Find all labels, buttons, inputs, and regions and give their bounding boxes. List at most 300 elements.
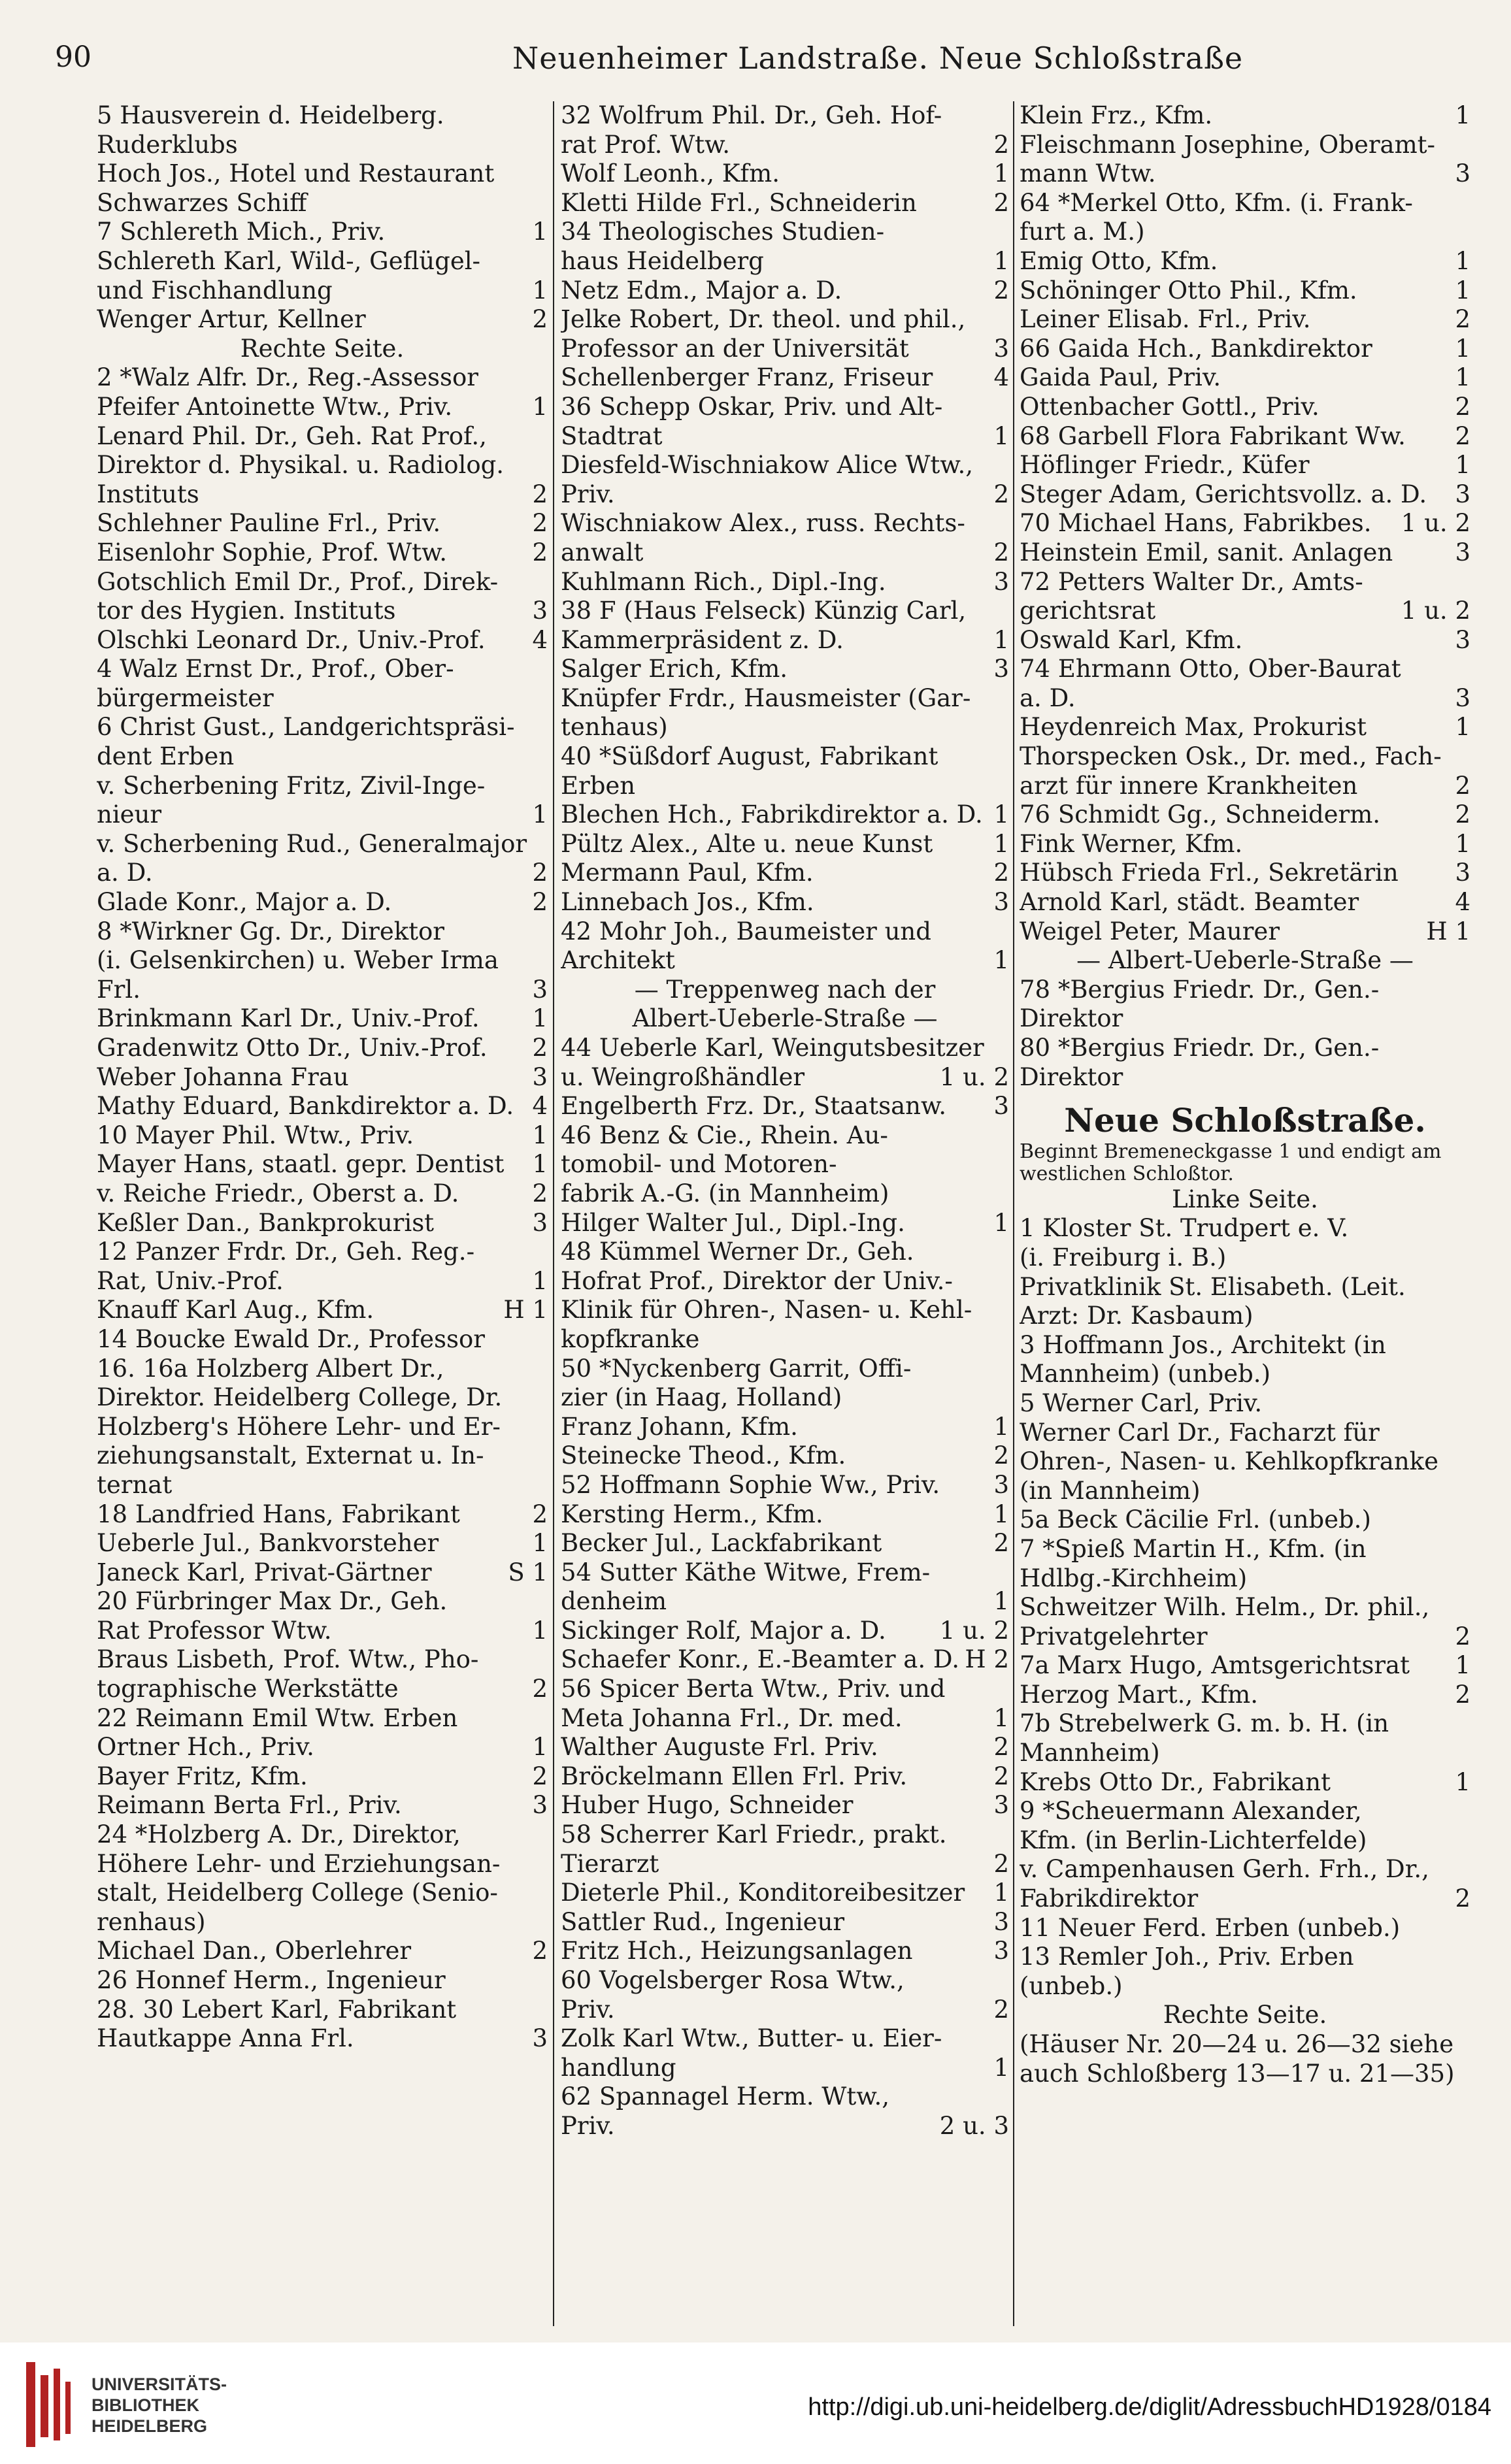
directory-line bbox=[97, 189, 548, 218]
entry-text: ziehungsanstalt, Externat u. In- bbox=[97, 1441, 484, 1470]
entry-text: Dieterle Phil., Konditoreibesitzer bbox=[561, 1879, 965, 1907]
floor-number: 2 bbox=[1455, 1622, 1470, 1651]
entry-text: Direktor bbox=[1020, 1004, 1123, 1033]
directory-line bbox=[561, 1209, 1009, 1238]
floor-number: 1 bbox=[993, 246, 1009, 275]
source-url-link[interactable]: http://digi.ub.uni-heidelberg.de/diglit/AdressbuchHD1928/0184 bbox=[808, 2393, 1491, 2421]
entry-text: (i. Freiburg i. B.) bbox=[1020, 1243, 1227, 1272]
entry-text: Hilger Walter Jul., Dipl.-Ing. bbox=[561, 1208, 905, 1237]
entry-text: 72 Petters Walter Dr., Amts- bbox=[1020, 567, 1363, 596]
directory-line bbox=[561, 597, 1009, 626]
library-name-line: UNIVERSITÄTS- bbox=[91, 2374, 227, 2394]
directory-line bbox=[1020, 1447, 1470, 1477]
floor-number: 1 bbox=[1455, 363, 1470, 392]
floor-number: 3 bbox=[993, 888, 1009, 917]
directory-line bbox=[561, 1587, 1009, 1617]
directory-line bbox=[97, 1238, 548, 1267]
floor-number: 1 bbox=[993, 421, 1009, 450]
directory-line bbox=[1020, 1505, 1470, 1535]
directory-line bbox=[561, 1413, 1009, 1442]
entry-text: haus Heidelberg bbox=[561, 246, 764, 275]
floor-number: 3 bbox=[1455, 683, 1470, 712]
floor-number: 3 bbox=[993, 1907, 1009, 1936]
directory-line bbox=[97, 480, 548, 510]
directory-line bbox=[97, 101, 548, 131]
entry-text: Schlehner Pauline Frl., Priv. bbox=[97, 509, 441, 538]
entry-text: Gradenwitz Otto Dr., Univ.-Prof. bbox=[97, 1034, 488, 1062]
entry-text: 68 Garbell Flora Fabrikant Ww. bbox=[1020, 421, 1406, 450]
entry-text: Hdlbg.-Kirchheim) bbox=[1020, 1564, 1248, 1592]
entry-text: 58 Scherrer Karl Friedr., prakt. bbox=[561, 1820, 947, 1849]
directory-line bbox=[561, 1238, 1009, 1267]
entry-text: renhaus) bbox=[97, 1907, 206, 1936]
floor-number: 3 bbox=[532, 1208, 548, 1237]
directory-line bbox=[1020, 1943, 1470, 1972]
directory-line bbox=[561, 189, 1009, 218]
entry-text: Knauff Karl Aug., Kfm. bbox=[97, 1296, 374, 1324]
floor-number: 3 bbox=[1455, 480, 1470, 508]
entry-text: Fink Werner, Kfm. bbox=[1020, 829, 1243, 858]
directory-line bbox=[1020, 131, 1470, 160]
directory-line bbox=[1020, 742, 1470, 772]
entry-text: Stadtrat bbox=[561, 421, 663, 450]
entry-text: Mermann Paul, Kfm. bbox=[561, 859, 814, 887]
directory-line bbox=[97, 568, 548, 597]
floor-number: 3 bbox=[993, 334, 1009, 363]
entry-text: Heydenreich Max, Prokurist bbox=[1020, 713, 1367, 742]
directory-line bbox=[97, 1034, 548, 1063]
floor-number: 1 bbox=[532, 1150, 548, 1179]
entry-text: Arnold Karl, städt. Beamter bbox=[1020, 888, 1359, 917]
floor-number: 1 bbox=[1455, 713, 1470, 742]
floor-number: 1 bbox=[993, 625, 1009, 654]
entry-text: Michael Dan., Oberlehrer bbox=[97, 1937, 412, 1965]
entry-text: Gaida Paul, Priv. bbox=[1020, 363, 1221, 392]
entry-text: Linnebach Jos., Kfm. bbox=[561, 888, 814, 917]
entry-text: tenhaus) bbox=[561, 713, 668, 742]
directory-line bbox=[97, 1267, 548, 1296]
floor-number: 1 bbox=[993, 2053, 1009, 2082]
directory-line bbox=[561, 305, 1009, 335]
directory-line bbox=[1020, 684, 1470, 714]
directory-line bbox=[97, 1587, 548, 1617]
directory-line bbox=[97, 1471, 548, 1500]
directory-line bbox=[97, 218, 548, 247]
entry-text: Kletti Hilde Frl., Schneiderin bbox=[561, 188, 917, 217]
floor-number: 2 bbox=[993, 538, 1009, 567]
entry-text: 8 *Wirkner Gg. Dr., Direktor bbox=[97, 917, 444, 945]
directory-line bbox=[97, 1733, 548, 1762]
entry-text: Reimann Berta Frl., Priv. bbox=[97, 1791, 402, 1820]
entry-text: 4 Walz Ernst Dr., Prof., Ober- bbox=[97, 655, 454, 683]
section-heading bbox=[561, 1004, 1009, 1034]
entry-text: arzt für innere Krankheiten bbox=[1020, 771, 1358, 800]
entry-text: 2 *Walz Alfr. Dr., Reg.-Assessor bbox=[97, 363, 478, 392]
entry-text: Ortner Hch., Priv. bbox=[97, 1733, 314, 1762]
section-heading bbox=[1020, 946, 1470, 976]
entry-text: v. Scherbening Rud., Generalmajor bbox=[97, 829, 527, 858]
directory-line bbox=[561, 1675, 1009, 1704]
directory-line bbox=[561, 1937, 1009, 1966]
floor-number: 1 bbox=[993, 800, 1009, 829]
directory-line bbox=[1020, 713, 1470, 742]
directory-line bbox=[1020, 1564, 1470, 1594]
library-logo-icon bbox=[26, 2362, 78, 2447]
entry-text: Höhere Lehr- und Erziehungsan- bbox=[97, 1849, 501, 1878]
section-heading bbox=[1020, 2001, 1470, 2030]
directory-line bbox=[97, 655, 548, 684]
entry-text: Weber Johanna Frau bbox=[97, 1062, 349, 1091]
floor-number: 3 bbox=[532, 975, 548, 1004]
floor-number: 2 bbox=[532, 480, 548, 508]
floor-number: 1 bbox=[1455, 829, 1470, 858]
floor-number: 2 bbox=[532, 1500, 548, 1528]
directory-line bbox=[97, 859, 548, 888]
directory-line bbox=[97, 684, 548, 714]
floor-number: 2 bbox=[993, 276, 1009, 304]
entry-text: Mannheim) bbox=[1020, 1739, 1160, 1767]
floor-number: 1 bbox=[1455, 1767, 1470, 1796]
entry-text: — Albert-Ueberle-Straße — bbox=[1076, 946, 1414, 975]
entry-text: Tierarzt bbox=[561, 1849, 659, 1878]
entry-text: dent Erben bbox=[97, 742, 235, 771]
directory-line bbox=[1020, 597, 1470, 626]
directory-line bbox=[561, 1762, 1009, 1792]
entry-text: 10 Mayer Phil. Wtw., Priv. bbox=[97, 1121, 414, 1149]
entry-text: 12 Panzer Frdr. Dr., Geh. Reg.- bbox=[97, 1238, 475, 1266]
directory-line bbox=[561, 393, 1009, 422]
floor-number: 2 bbox=[1455, 800, 1470, 829]
directory-line bbox=[561, 1500, 1009, 1530]
directory-line bbox=[97, 1762, 548, 1792]
directory-line bbox=[1020, 1214, 1470, 1243]
floor-number: 1 bbox=[993, 159, 1009, 188]
directory-line bbox=[97, 1996, 548, 2025]
entry-text: Blechen Hch., Fabrikdirektor a. D. bbox=[561, 800, 983, 829]
floor-number: H 2 bbox=[965, 1645, 1009, 1674]
floor-number: 2 bbox=[532, 1762, 548, 1790]
entry-text: nieur bbox=[97, 800, 162, 829]
entry-text: 42 Mohr Joh., Baumeister und bbox=[561, 917, 931, 945]
directory-line bbox=[97, 538, 548, 568]
directory-line bbox=[1020, 1535, 1470, 1564]
entry-text: a. D. bbox=[1020, 683, 1076, 712]
entry-text: Priv. bbox=[561, 2111, 615, 2140]
entry-text: Steinecke Theod., Kfm. bbox=[561, 1441, 846, 1470]
entry-text: Holzberg's Höhere Lehr- und Er- bbox=[97, 1412, 501, 1441]
floor-number: 4 bbox=[1455, 888, 1470, 917]
entry-text: 32 Wolfrum Phil. Dr., Geh. Hof- bbox=[561, 101, 942, 129]
entry-text: furt a. M.) bbox=[1020, 218, 1145, 246]
floor-number: 2 bbox=[532, 305, 548, 334]
entry-text: Hofrat Prof., Direktor der Univ.- bbox=[561, 1266, 953, 1295]
entry-text: Fleischmann Josephine, Oberamt- bbox=[1020, 130, 1436, 159]
entry-text: Linke Seite. bbox=[1172, 1185, 1318, 1213]
floor-number: 1 bbox=[1455, 101, 1470, 129]
entry-text: Rat, Univ.-Prof. bbox=[97, 1266, 284, 1295]
entry-text: 60 Vogelsberger Rosa Wtw., bbox=[561, 1966, 905, 1994]
entry-text: Keßler Dan., Bankprokurist bbox=[97, 1208, 435, 1237]
directory-line bbox=[561, 1908, 1009, 1937]
directory-line bbox=[1020, 1622, 1470, 1652]
floor-number: 3 bbox=[1455, 625, 1470, 654]
entry-text: Klein Frz., Kfm. bbox=[1020, 101, 1213, 129]
entry-text: 7 *Spieß Martin H., Kfm. (in bbox=[1020, 1534, 1367, 1563]
directory-line bbox=[97, 451, 548, 480]
directory-line bbox=[561, 1121, 1009, 1151]
floor-number: 3 bbox=[1455, 538, 1470, 567]
directory-line bbox=[1020, 1243, 1470, 1273]
floor-number: 3 bbox=[993, 1937, 1009, 1965]
floor-number: 3 bbox=[1455, 159, 1470, 188]
floor-number: 3 bbox=[993, 655, 1009, 683]
directory-line bbox=[1020, 1063, 1470, 1092]
entry-text: Meta Johanna Frl., Dr. med. bbox=[561, 1703, 903, 1732]
directory-line bbox=[97, 1004, 548, 1034]
directory-line bbox=[561, 159, 1009, 189]
entry-text: 3 Hoffmann Jos., Architekt (in bbox=[1020, 1330, 1386, 1359]
directory-line bbox=[561, 422, 1009, 452]
entry-text: 1 Kloster St. Trudpert e. V. bbox=[1020, 1214, 1349, 1243]
directory-line bbox=[97, 1355, 548, 1384]
entry-text: Heinstein Emil, sanit. Anlagen bbox=[1020, 538, 1393, 567]
entry-text: Diesfeld-Wischniakow Alice Wtw., bbox=[561, 451, 974, 480]
floor-number: 2 bbox=[532, 1034, 548, 1062]
directory-line bbox=[1020, 888, 1470, 917]
directory-line bbox=[97, 276, 548, 306]
entry-text: Ruderklubs bbox=[97, 130, 238, 159]
directory-line bbox=[97, 1558, 548, 1588]
entry-text: auch Schloßberg 13—17 u. 21—35) bbox=[1020, 2059, 1455, 2088]
directory-line bbox=[97, 800, 548, 830]
entry-text: Pfeifer Antoinette Wtw., Priv. bbox=[97, 392, 453, 421]
entry-text: 66 Gaida Hch., Bankdirektor bbox=[1020, 334, 1372, 363]
directory-line bbox=[97, 1441, 548, 1471]
directory-line bbox=[97, 1879, 548, 1908]
directory-line bbox=[561, 1791, 1009, 1820]
entry-text: Direktor. Heidelberg College, Dr. bbox=[97, 1383, 503, 1412]
floor-number: 1 bbox=[1455, 246, 1470, 275]
entry-text: tographische Werkstätte bbox=[97, 1675, 399, 1703]
floor-number: 2 bbox=[993, 130, 1009, 159]
entry-text: Pültz Alex., Alte u. neue Kunst bbox=[561, 829, 933, 858]
entry-text: Engelberth Frz. Dr., Staatsanw. bbox=[561, 1092, 947, 1121]
directory-line bbox=[97, 305, 548, 335]
floor-number: 1 bbox=[1455, 1651, 1470, 1680]
entry-text: Rechte Seite. bbox=[240, 334, 405, 363]
entry-text: Höflinger Friedr., Küfer bbox=[1020, 451, 1310, 480]
directory-line bbox=[561, 247, 1009, 276]
directory-line bbox=[1020, 1004, 1470, 1034]
entry-text: Hoch Jos., Hotel und Restaurant bbox=[97, 159, 495, 188]
floor-number: 1 bbox=[532, 1004, 548, 1033]
entry-text: ternat bbox=[97, 1470, 173, 1499]
entry-text: Bayer Fritz, Kfm. bbox=[97, 1762, 308, 1790]
entry-text: 7b Strebelwerk G. m. b. H. (in bbox=[1020, 1709, 1389, 1738]
section-heading bbox=[561, 976, 1009, 1005]
column-2 bbox=[561, 101, 1009, 2323]
directory-line bbox=[561, 859, 1009, 888]
directory-line bbox=[97, 742, 548, 772]
directory-line bbox=[561, 1704, 1009, 1733]
directory-line bbox=[1020, 480, 1470, 510]
floor-number: 2 bbox=[532, 1179, 548, 1207]
floor-number: 3 bbox=[993, 1470, 1009, 1499]
entry-text: Privatgelehrter bbox=[1020, 1622, 1208, 1651]
directory-line bbox=[1020, 305, 1470, 335]
entry-text: Frl. bbox=[97, 975, 141, 1004]
floor-number: S 1 bbox=[508, 1558, 548, 1586]
floor-number: 1 bbox=[993, 1412, 1009, 1441]
directory-line bbox=[1020, 1419, 1470, 1448]
directory-line bbox=[97, 917, 548, 947]
directory-line bbox=[1020, 1884, 1470, 1914]
entry-text: westlichen Schloßtor. bbox=[1020, 1162, 1234, 1185]
page-number: 90 bbox=[55, 41, 91, 74]
entry-text: 78 *Bergius Friedr. Dr., Gen.- bbox=[1020, 975, 1380, 1004]
floor-number: 1 bbox=[532, 1266, 548, 1295]
floor-number: 3 bbox=[532, 597, 548, 625]
section-heading bbox=[1020, 1141, 1470, 1163]
entry-text: Ottenbacher Gottl., Priv. bbox=[1020, 392, 1320, 421]
entry-text: Janeck Karl, Privat-Gärtner bbox=[97, 1558, 432, 1586]
directory-line bbox=[561, 451, 1009, 480]
directory-line bbox=[561, 1617, 1009, 1646]
directory-line bbox=[97, 131, 548, 160]
floor-number: H 1 bbox=[503, 1296, 548, 1324]
section-heading bbox=[1020, 1185, 1470, 1215]
directory-line bbox=[1020, 363, 1470, 393]
entry-text: Jelke Robert, Dr. theol. und phil., bbox=[561, 305, 966, 334]
entry-text: Priv. bbox=[561, 1995, 615, 2024]
entry-text: 7a Marx Hugo, Amtsgerichtsrat bbox=[1020, 1651, 1410, 1680]
entry-text: 11 Neuer Ferd. Erben (unbeb.) bbox=[1020, 1913, 1401, 1942]
directory-line bbox=[97, 1383, 548, 1413]
entry-text: 50 *Nyckenberg Garrit, Offi- bbox=[561, 1354, 912, 1383]
entry-text: 26 Honnef Herm., Ingenieur bbox=[97, 1966, 446, 1994]
directory-line bbox=[561, 509, 1009, 538]
directory-line bbox=[561, 363, 1009, 393]
library-name-line: HEIDELBERG bbox=[91, 2416, 208, 2436]
directory-line bbox=[1020, 218, 1470, 247]
directory-line bbox=[1020, 1389, 1470, 1419]
floor-number: 1 bbox=[532, 1616, 548, 1645]
directory-line bbox=[561, 1355, 1009, 1384]
directory-line bbox=[97, 626, 548, 655]
entry-text: Krebs Otto Dr., Fabrikant bbox=[1020, 1767, 1331, 1796]
entry-text: fabrik A.-G. (in Mannheim) bbox=[561, 1179, 889, 1207]
directory-line bbox=[561, 480, 1009, 510]
entry-text: Braus Lisbeth, Prof. Wtw., Pho- bbox=[97, 1645, 479, 1674]
floor-number: 1 u. 2 bbox=[1401, 509, 1470, 538]
directory-line bbox=[1020, 1768, 1470, 1798]
floor-number: 3 bbox=[532, 1791, 548, 1820]
entry-text: Becker Jul., Lackfabrikant bbox=[561, 1529, 882, 1558]
floor-number: 3 bbox=[532, 1062, 548, 1091]
entry-text: u. Weingroßhändler bbox=[561, 1062, 805, 1091]
entry-text: 64 *Merkel Otto, Kfm. (i. Frank- bbox=[1020, 188, 1413, 217]
entry-text: Zolk Karl Wtw., Butter- u. Eier- bbox=[561, 2024, 942, 2053]
directory-line bbox=[561, 1558, 1009, 1588]
directory-line bbox=[561, 1850, 1009, 1879]
directory-line bbox=[97, 1121, 548, 1151]
directory-line bbox=[561, 1996, 1009, 2025]
directory-line bbox=[561, 1063, 1009, 1092]
directory-line bbox=[97, 1617, 548, 1646]
floor-number: 1 bbox=[993, 946, 1009, 975]
directory-line bbox=[1020, 1360, 1470, 1389]
floor-number: 2 bbox=[532, 1937, 548, 1965]
floor-number: 1 bbox=[1455, 276, 1470, 304]
directory-line bbox=[1020, 422, 1470, 452]
entry-text: Netz Edm., Major a. D. bbox=[561, 276, 842, 304]
floor-number: 1 bbox=[532, 1121, 548, 1149]
floor-number: 2 bbox=[993, 859, 1009, 887]
directory-line bbox=[1020, 189, 1470, 218]
entry-text: tor des Hygien. Instituts bbox=[97, 597, 396, 625]
entry-text: 40 *Süßdorf August, Fabrikant bbox=[561, 742, 938, 771]
entry-text: 80 *Bergius Friedr. Dr., Gen.- bbox=[1020, 1034, 1380, 1062]
directory-line bbox=[97, 1937, 548, 1966]
floor-number: 2 bbox=[1455, 1680, 1470, 1709]
directory-line bbox=[1020, 509, 1470, 538]
directory-line bbox=[97, 1645, 548, 1675]
entry-text: (unbeb.) bbox=[1020, 1971, 1123, 2000]
directory-line bbox=[1020, 1331, 1470, 1360]
directory-line bbox=[97, 713, 548, 742]
directory-line bbox=[561, 742, 1009, 772]
directory-line bbox=[561, 1529, 1009, 1558]
entry-text: Kfm. (in Berlin-Lichterfelde) bbox=[1020, 1826, 1367, 1854]
directory-line bbox=[561, 1092, 1009, 1121]
directory-line bbox=[97, 888, 548, 917]
entry-text: Direktor bbox=[1020, 1062, 1123, 1091]
entry-text: 38 F (Haus Felseck) Künzig Carl, bbox=[561, 597, 967, 625]
entry-text: Sattler Rud., Ingenieur bbox=[561, 1907, 845, 1936]
directory-line bbox=[561, 946, 1009, 976]
directory-line bbox=[1020, 1681, 1470, 1710]
entry-text: Kammerpräsident z. D. bbox=[561, 625, 844, 654]
entry-text: Wolf Leonh., Kfm. bbox=[561, 159, 780, 188]
entry-text: (i. Gelsenkirchen) u. Weber Irma bbox=[97, 946, 499, 975]
footer bbox=[0, 2342, 1511, 2464]
directory-line bbox=[1020, 655, 1470, 684]
floor-number: 1 bbox=[532, 1733, 548, 1762]
entry-text: 6 Christ Gust., Landgerichtspräsi- bbox=[97, 713, 515, 742]
entry-text: Ohren-, Nasen- u. Kehlkopfkranke bbox=[1020, 1447, 1438, 1476]
entry-text: Albert-Ueberle-Straße — bbox=[632, 1004, 938, 1033]
entry-text: Hautkappe Anna Frl. bbox=[97, 2024, 354, 2053]
floor-number: 4 bbox=[532, 1092, 548, 1121]
floor-number: 2 bbox=[993, 1762, 1009, 1790]
floor-number: 2 bbox=[993, 1733, 1009, 1762]
floor-number: 2 bbox=[532, 1675, 548, 1703]
floor-number: 1 bbox=[532, 218, 548, 246]
entry-text: und Fischhandlung bbox=[97, 276, 333, 304]
directory-line bbox=[561, 1150, 1009, 1179]
entry-text: Schweitzer Wilh. Helm., Dr. phil., bbox=[1020, 1593, 1430, 1622]
floor-number: 1 bbox=[1455, 334, 1470, 363]
floor-number: 3 bbox=[1455, 859, 1470, 887]
floor-number: 3 bbox=[993, 1791, 1009, 1820]
entry-text: Priv. bbox=[561, 480, 615, 508]
entry-text: 5 Werner Carl, Priv. bbox=[1020, 1388, 1263, 1417]
directory-line bbox=[97, 1092, 548, 1121]
entry-text: 7 Schlereth Mich., Priv. bbox=[97, 218, 386, 246]
entry-text: stalt, Heidelberg College (Senio- bbox=[97, 1879, 498, 1907]
floor-number: 2 bbox=[993, 480, 1009, 508]
directory-line bbox=[97, 1820, 548, 1850]
